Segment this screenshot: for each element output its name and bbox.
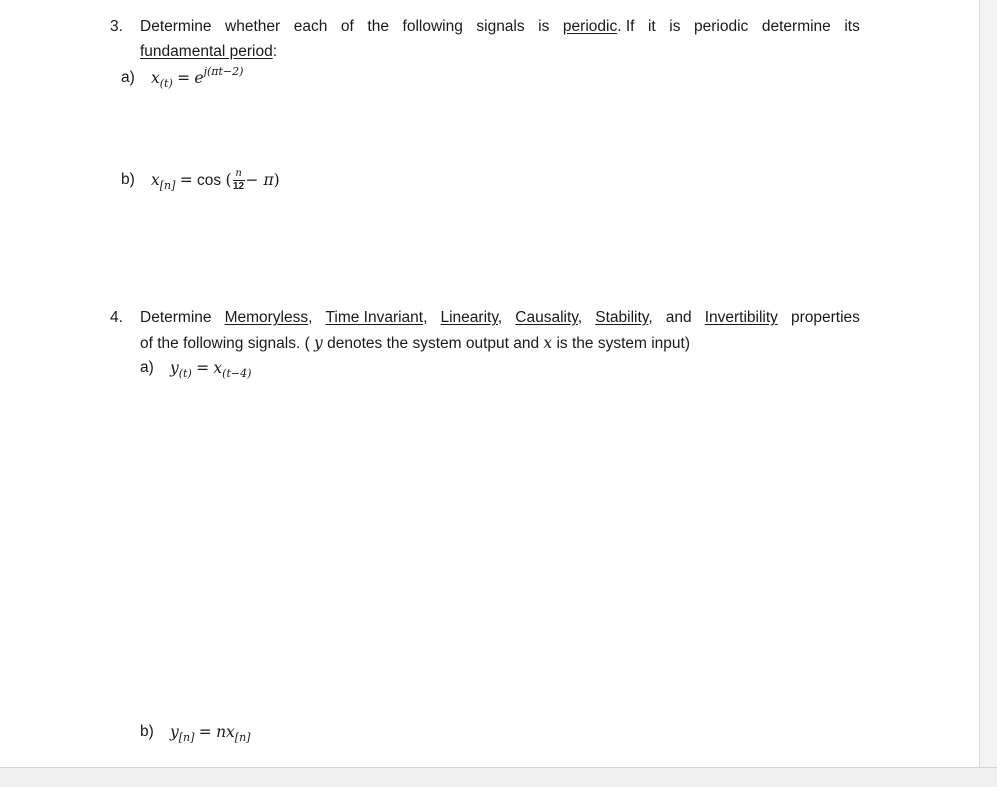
q3-word: it (647, 18, 656, 35)
q4-term-causality: Causality (515, 309, 578, 326)
q4-term-invertibility: Invertibility (704, 309, 778, 326)
q3-fundamental-period-term: fundamental period (140, 43, 273, 60)
q3-word: whether (225, 18, 281, 35)
q3-word: . If (617, 18, 635, 35)
q3a-equation: $x_{(t)} = e^{j(\pi t-2)}$ (151, 65, 244, 90)
q4-line2: of the following signals. ( y denotes the system output and x is the system input) (140, 334, 691, 352)
q4-term-linearity: Linearity (440, 309, 498, 326)
q3-line1 (140, 15, 860, 39)
q3-word: its (844, 18, 860, 35)
q4-term-memoryless: Memoryless (224, 309, 309, 326)
q4-word: properties (791, 309, 860, 326)
q3b-equation: $x_{[n]} = \cos$ ( $\frac{n}{12}$ − π) (151, 168, 280, 193)
q3-line2: fundamental period: (140, 43, 278, 60)
q4b-equation: $y_{[n]} = nx_{[n]}$ (170, 723, 251, 744)
q4-term-time-invariant: Time Invariant (325, 309, 424, 326)
q4-word: Determine (140, 309, 212, 326)
q3-word: each (293, 18, 328, 35)
q3-word: following (402, 18, 463, 35)
q3-word: is (669, 18, 681, 35)
q3-word: the (367, 18, 389, 35)
q4-line1: Determine Memoryless, Time Invariant, Linearity, Causality, Stability, and Invertibility properties (140, 306, 860, 330)
q3b-fraction: $\frac{n}{12}$ (232, 168, 245, 193)
q4-word: and (665, 309, 692, 326)
q4b-label: b) (140, 723, 154, 740)
vertical-scrollbar[interactable] (979, 0, 997, 767)
status-bar (0, 767, 997, 787)
q4-term-stability: Stability (595, 309, 649, 326)
q3-word: determine (761, 18, 831, 35)
q3-word: periodic (694, 18, 749, 35)
q3b-label: b) (121, 171, 135, 188)
q4a-equation: $y_{(t)} = x_{(t-4)}$ (170, 359, 252, 380)
q3-word: signals (476, 18, 525, 35)
q4a-label: a) (140, 359, 154, 376)
q3-number: 3. (110, 18, 123, 35)
q4-number: 4. (110, 309, 123, 326)
q3-word: of (340, 18, 354, 35)
q3a-label: a) (121, 69, 135, 86)
q3-word: Determine (140, 18, 212, 35)
q3-periodic-term: periodic (562, 18, 618, 35)
q3-word: is (538, 18, 550, 35)
